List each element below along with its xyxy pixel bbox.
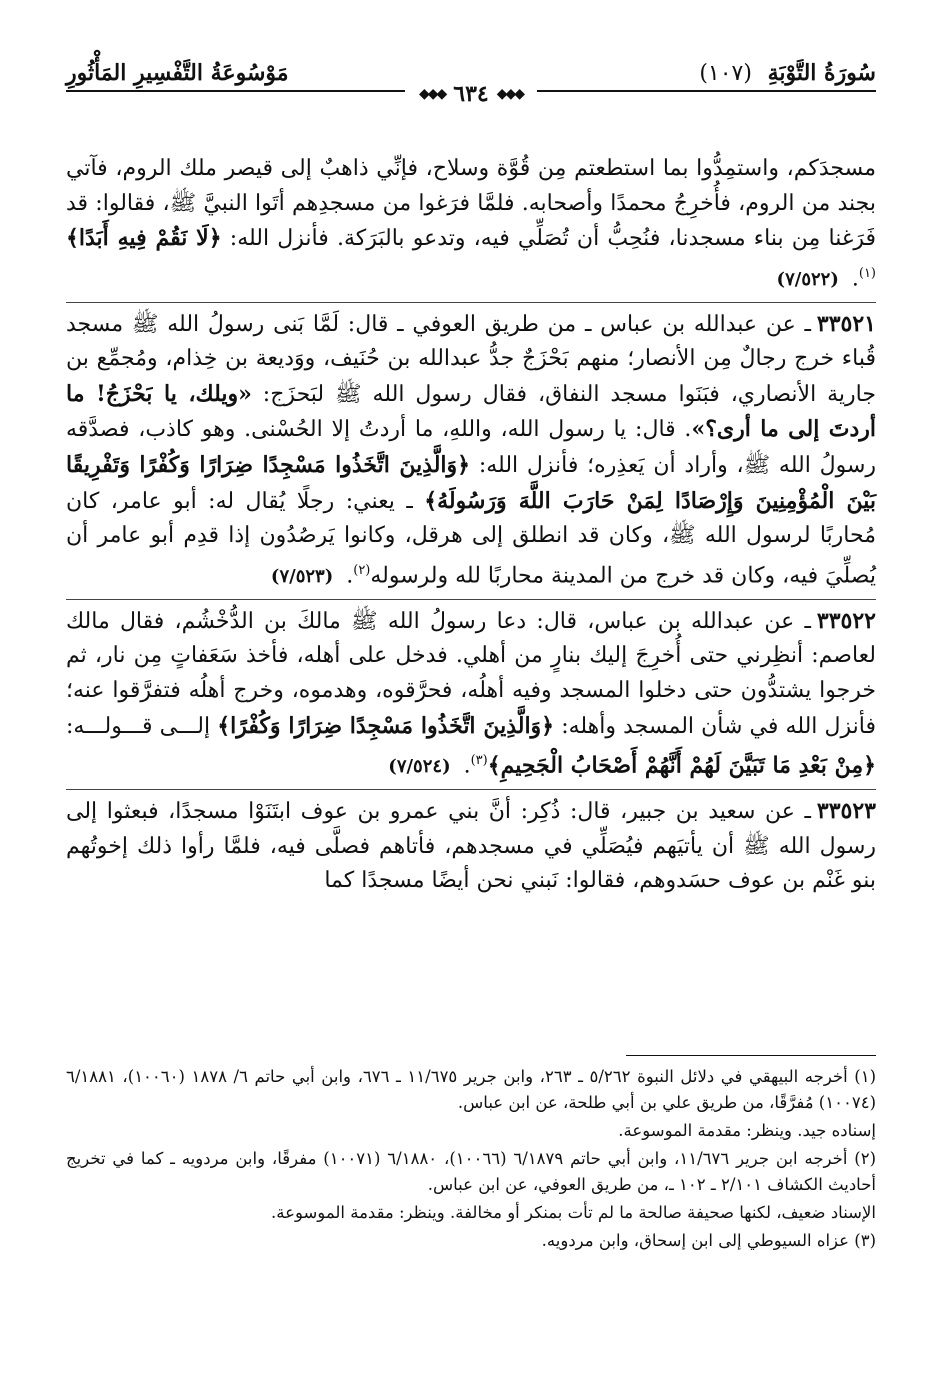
entry-number: ٣٣٥٢١ [816, 310, 876, 337]
footnote-1-grading: إسناده جيد. وينظر: مقدمة الموسوعة. [618, 1121, 876, 1140]
volume-reference: (٧/٥٢٢) [776, 269, 839, 291]
book-page [66, 60, 876, 1350]
footnote-marker: (٣) [470, 753, 488, 769]
footnote-marker: (٢) [353, 562, 371, 578]
text-run: ـ عن عبدالله بن عباس، قال: دعا رسولُ الله ﷺ مالكَ بن الدُّخْشُم، فقال مالك لعاصم: أنظِرني حتى أُخرِجَ إليك بنارٍ من أهلي. فدخل على أهله، فأخذ سَعَفاتٍ مِن نار، ثم خرجوا يشتدُّون حتى دخلوا المسجد وفيه أهلُه، فحرَّقوه، وهدموه، وخرج أهلُه فتفرَّقوا عنه؛ فأنزل الله في شأن المسجد وأهله: [66, 608, 876, 739]
text-run: مسجدَكم، واستمِدُّوا بما استطعتم مِن قُوَّة وسلاح، فإنِّي ذاهبٌ إلى قيصر ملك الروم، فآتي بجند من الروم، فأُخرِجُ محمدًا وأصحابه. فلمَّا فرَغوا من مسجدِهم أتَوا النبيَّ ﷺ، فقالوا: قد فَرَغنا مِن بناء مسجدنا، فنُحِبُّ أن تُصَلِّي فيه، وتدعو بالبَرَكة. فأنزل الله: [66, 156, 876, 252]
page-number-box [405, 81, 537, 107]
book-title: مَوْسُوعَةُ التَّفْسِيرِ المَأْثُورِ [66, 60, 289, 86]
text-run: ـ يعني: رجلًا يُقال له: أبو عامر، كان مُحاربًا لرسول الله ﷺ، وكان قد انطلق إلى هرقل، وكانوا يَرصُدُون إذا قدِم أبو عامر أن يُصلِّيَ فيه، وكان قد خرج من المدينة محاربًا لله ولرسوله [66, 488, 876, 589]
entry-number: ٣٣٥٢٣ [816, 798, 876, 825]
ornament-icon: ◆◆◆ [418, 86, 446, 102]
text-run: إلـــى قـــولـــه: [66, 713, 218, 739]
entry-33521 [66, 302, 876, 595]
footnote-3: (٣) عزاه السيوطي إلى ابن إسحاق، وابن مردويه. [541, 1231, 876, 1250]
footnote-separator [626, 1055, 876, 1056]
volume-reference: (٧/٥٢٤) [388, 756, 451, 778]
footnote-marker: (١) [858, 265, 876, 281]
main-text [66, 152, 876, 899]
footnote-1: (١) أخرجه البيهقي في دلائل النبوة ٥/٢٦٢ ـ ٢٦٣، وابن جرير ١١/٦٧٥ ـ ٦٧٦، وابن أبي حاتم ٦/ ١٨٧٨ (١٠٠٦٠)، ٦/١٨٨١ (١٠٠٧٤) مُفرَّقًا، من طريق علي بن أبي طلحة، عن ابن عباس. [66, 1067, 877, 1112]
entry-number: ٣٣٥٢٢ [816, 607, 876, 634]
text-run: . قال: يا رسول الله، واللهِ، ما أردتُ إلا الحُسْنى. وهو كاذب، فصدَّقه رسولُ الله ﷺ، وأراد أن يَعذِره؛ فأنزل الله: [66, 417, 876, 479]
footnote-2-grading: الإسناد ضعيف، لكنها صحيفة صالحة ما لم تأت بمنكر أو مخالفة. وينظر: مقدمة الموسوعة. [271, 1203, 876, 1222]
quran-verse: ﴿مِنْ بَعْدِ مَا تَبَيَّنَ لَهُمْ أَنَّهُمْ أَصْحَابُ الْجَحِيمِ﴾ [487, 752, 876, 779]
quran-verse: ﴿وَالَّذِينَ اتَّخَذُوا مَسْجِدًا ضِرَارًا وَكُفْرًا﴾ [217, 712, 555, 739]
ayah-number: (١٠٧) [699, 61, 752, 86]
page-header [66, 60, 876, 107]
text-run: . [844, 266, 859, 292]
footnotes [66, 1064, 876, 1256]
quran-verse: ﴿لَا نَقُمْ فِيهِ أَبَدًا﴾ [66, 225, 222, 252]
hadith-quote: «ويلك، يا بَحْزَجُ! ما أردتَ إلى ما أرى؟» [66, 380, 876, 443]
entry-33522 [66, 599, 876, 785]
entry-33523 [66, 789, 876, 899]
text-run: ـ عن عبدالله بن عباس ـ من طريق العوفي ـ قال: لَمَّا بَنى رسولُ الله ﷺ مسجد قُباء خرج رجالٌ مِن الأنصار؛ منهم بَحْزَجٌ جدُّ عبدالله بن حُنَيف، ووَديعة بن خِذام، ومُجمِّع بن جارية الأنصاري، فبَنَوا مسجد النفاق، فقال رسول الله ﷺ لبَحزَج: [66, 311, 876, 407]
text-run: . [339, 563, 354, 589]
quran-verse: ﴿وَالَّذِينَ اتَّخَذُوا مَسْجِدًا ضِرَارًا وَكُفْرًا وَتَفْرِيقًا بَيْنَ الْمُؤْمِنِينَ وَإِرْصَادًا لِمَنْ حَارَبَ اللَّهَ وَرَسُولَهُ﴾ [66, 452, 876, 514]
text-run: . [456, 753, 471, 779]
ornament-icon: ◆◆◆ [496, 86, 524, 102]
volume-reference: (٧/٥٢٣) [270, 566, 334, 588]
surah-title: سُورَةُ التَّوْبَةِ [767, 60, 876, 86]
footnote-2: (٢) أخرجه ابن جرير ١١/٦٧٦، وابن أبي حاتم ٦/١٨٧٩ (١٠٠٦٦)، ٦/١٨٨٠ (١٠٠٧١) مفرقًا، وابن مردويه ـ كما في تخريج أحاديث الكشاف ٢/١٠١ ـ ١٠٢ ـ، من طريق العوفي، عن ابن عباس. [66, 1149, 876, 1194]
text-run: ـ عن سعيد بن جبير، قال: ذُكِر: أنَّ بني عمرو بن عوف ابتَنَوْا مسجدًا، فبعثوا إلى رسول الله ﷺ أن يأتيَهم فيُصَلِّي في مسجدهم، فأتاهم فصلَّى فيه، فلمَّا رأوا ذلك إخوتُهم بنو غَنْم بن عوف حسَدوهم، فقالوا: نَبني نحن أيضًا مسجدًا كما [66, 799, 876, 894]
surah-header [699, 60, 876, 86]
paragraph-continuation [66, 152, 876, 298]
page-number: ٦٣٤ [453, 81, 489, 107]
